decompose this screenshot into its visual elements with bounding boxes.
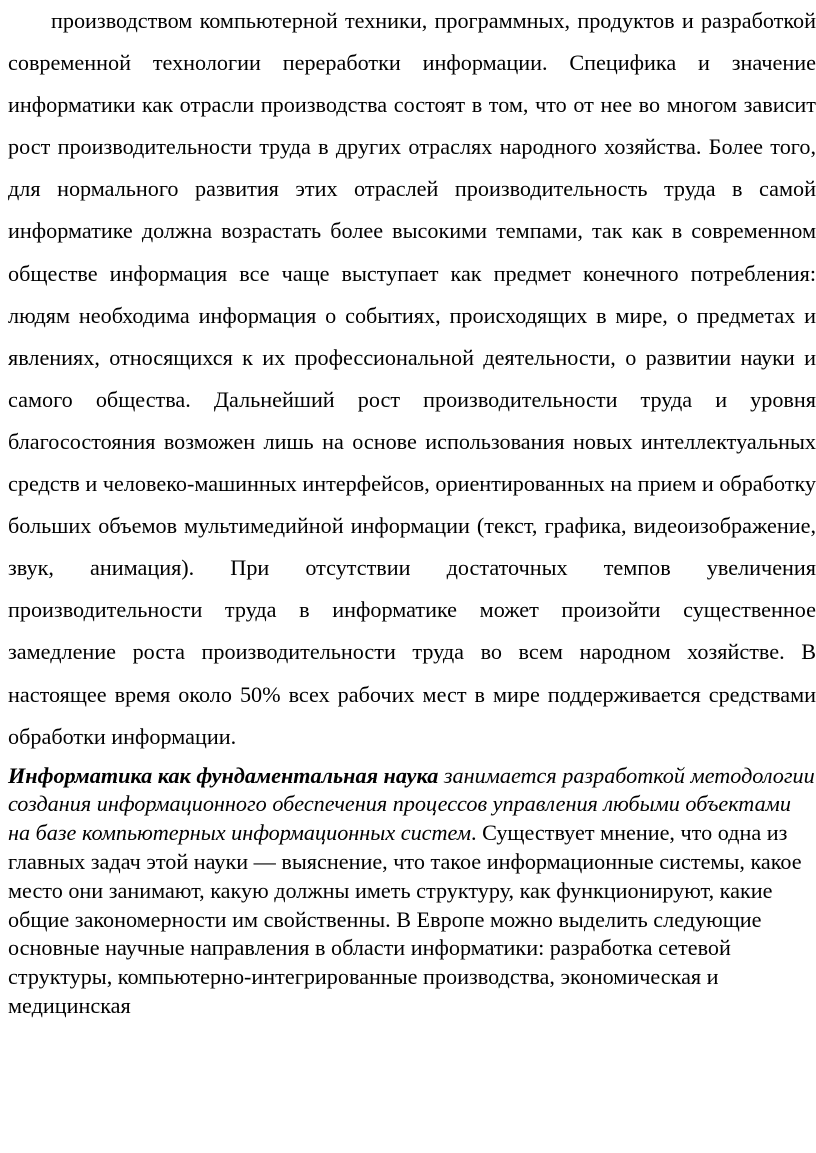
paragraph-production-text: производством компьютерной техники, программных, продуктов и разработкой современной технологии переработки информации. Специфика и значение информатики как отрасли производства состоят в том, что от нее во многом зависит рост производительности труда в других отраслях народного хозяйства. Более того, для нормального развития этих отраслей производительность труда в самой информатике должна возрастать более высокими темпами, так как в современном обществе информация все чаще выступает как предмет конечного потребления: людям необходима информация о событиях, происходящих в мире, о предметах и явлениях, относящихся к их профессиональной деятельности, о развитии науки и самого общества. Дальнейший рост производительности труда и уровня благосостояния возможен лишь на основе использования новых интеллектуальных средств и человеко-машинных интерфейсов, ориентированных на прием и обработку больших объемов мультимедийной информации (текст, графика, видеоизображение, звук, анимация). При отсутствии достаточных темпов увеличения производительности труда в информатике может произойти существенное замедление роста производительности труда во всем народном хозяйстве. В настоящее время около 50% всех рабочих мест в мире поддерживается средствами обработки информации. <box>8 8 816 749</box>
paragraph-fundamental-science <box>8 762 816 1021</box>
document-page <box>8 0 816 1021</box>
paragraph-fundamental-science-text: Существует мнение, что одна из главных задач этой науки — выяснение, что такое информационные системы, какое место они занимают, какую должны иметь структуру, как функционируют, какие общие закономерности им свойственны. В Европе можно выделить следующие основные научные направления в области информатики: разработка сетевой структуры, компьютерно-интегрированные производства, экономическая и медицинская <box>8 820 802 1019</box>
paragraph-production <box>8 0 816 758</box>
term-definition: занимается разработкой методологии создания информационного обеспечения процессов управления любыми объектами на базе компьютерных информационных систем <box>8 762 815 846</box>
term-fundamental-science: Информатика как фундаментальная наука <box>8 762 439 788</box>
definition-end: . <box>471 820 477 846</box>
